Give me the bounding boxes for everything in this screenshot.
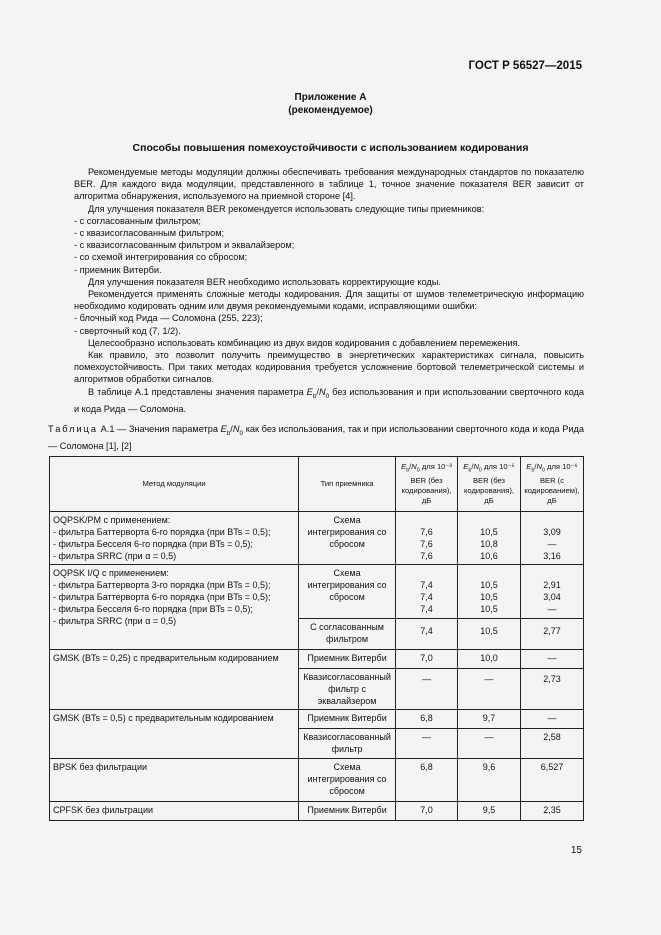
paragraph-7: В таблице А.1 представлены значения параметра $E_b/N_0$ без использования и при использовании сверточного кода и кода Рида — Соломона. xyxy=(74,386,584,414)
list-item: - с согласованным фильтром; xyxy=(74,215,201,226)
table-row: BPSK без фильтрации Схема интегрирования со сбросом 6,8 9,6 6,527 xyxy=(50,759,584,802)
table-row: OQPSK I/Q с применением: - фильтра Баттерворта 3-го порядка (при BTs = 0,5); - фильтра Баттерворта 6-го порядка (при BTs = 0,5); - фильтра Бесселя 6-го порядка (при BTs = 0,5); - фильтра SRRC (при α = 0,5) Схема интегрирования со сбросом 7,4 7,4 7,4 10,5 10,5 10,5 2,91 3,04 — xyxy=(50,565,584,619)
list-item: - с квазисогласованным фильтром; xyxy=(74,228,225,239)
appendix-status: (рекомендуемое) xyxy=(288,105,373,116)
table-row: Квазисогласованный фильтр с эквалайзером — — 2,73 xyxy=(50,669,584,710)
paragraph-6: Как правило, это позволит получить преимущество в энергетических характеристиках сигнала, повысить помехоустойчивость. При таких методах кодирования требуется усложнение бортовой телеметрической системы и алгоритмов обработки сигналов. xyxy=(74,350,584,385)
table-row: Квазисогласованный фильтр — — 2,58 xyxy=(50,729,584,759)
table-caption: Таблица А.1 — Значения параметра $E_b/N_0$ как без использования, так и при использовании сверточного кода и кода Рида — Соломона [1], [2] xyxy=(48,424,584,452)
paragraph-5: Целесообразно использовать комбинацию из двух видов кодирования с добавлением перемежения. xyxy=(88,337,521,348)
table-row: OQPSK/PM с применением: - фильтра Баттерворта 6-го порядка (при BTs = 0,5); - фильтра Бесселя 6-го порядка (при BTs = 0,5); - фильтра SRRC (при α = 0,5) Схема интегрирования со сбросом 7,6 7,6 7,6 10,5 10,8 10,6 3,09 — 3,16 xyxy=(50,512,584,565)
table-row: GMSK (BTs = 0,25) с предварительным кодированием Приемник Витерби 7,0 10,0 — xyxy=(50,650,584,669)
list-item: - с квазисогласованным фильтром и эквалайзером; xyxy=(74,240,295,251)
paragraph-2: Для улучшения показателя BER рекомендуется использовать следующие типы приемников: xyxy=(88,203,485,214)
table-header-row xyxy=(50,457,584,512)
header-receiver: Тип приемника xyxy=(299,457,396,512)
body-text xyxy=(74,166,584,415)
header-col2: $E_b/N_0$ для 10⁻⁵ BER (без кодирования), дБ xyxy=(458,457,521,512)
header-col1: $E_b/N_0$ для 10⁻³ BER (без кодирования), дБ xyxy=(396,457,458,512)
header-method: Метод модуляции xyxy=(50,457,299,512)
standard-number: ГОСТ Р 56527—2015 xyxy=(468,60,582,72)
page-number: 15 xyxy=(570,845,582,856)
table-row: GMSK (BTs = 0,5) с предварительным кодированием Приемник Витерби 6,8 9,7 — xyxy=(50,710,584,729)
table-row: CPFSK без фильтрации Приемник Витерби 7,0 9,5 2,35 xyxy=(50,802,584,821)
list-item: - приемник Витерби. xyxy=(74,264,162,275)
list-item: - со схемой интегрирования со сбросом; xyxy=(74,252,248,263)
paragraph-1: Рекомендуемые методы модуляции должны обеспечивать требования международных стандартов по показателю BER. Для каждого вида модуляции, представленного в таблице 1, точное значение показателя BER зависит от алгоритма обнаружения, используемого на приемной стороне [4]. xyxy=(74,167,584,202)
appendix-title: Приложение А xyxy=(294,92,367,103)
data-table xyxy=(49,456,584,821)
header-col3: $E_b/N_0$ для 10⁻⁶ BER (с кодированием), дБ xyxy=(520,457,583,512)
appendix-heading xyxy=(0,91,661,117)
list-item: - сверточный код (7, 1/2). xyxy=(74,325,181,336)
section-title: Способы повышения помехоустойчивости с использованием кодирования xyxy=(132,142,529,154)
paragraph-4: Рекомендуется применять сложные методы кодирования. Для защиты от шумов телеметрическую информацию необходимо кодировать одним или двумя рекомендуемыми кодами, исправляющими ошибки: xyxy=(74,289,584,312)
table-row: С согласованным фильтром 7,4 10,5 2,77 xyxy=(50,619,584,650)
paragraph-3: Для улучшения показателя BER необходимо использовать корректирующие коды. xyxy=(88,276,441,287)
list-item: - блочный код Рида — Соломона (255, 223); xyxy=(74,313,263,324)
